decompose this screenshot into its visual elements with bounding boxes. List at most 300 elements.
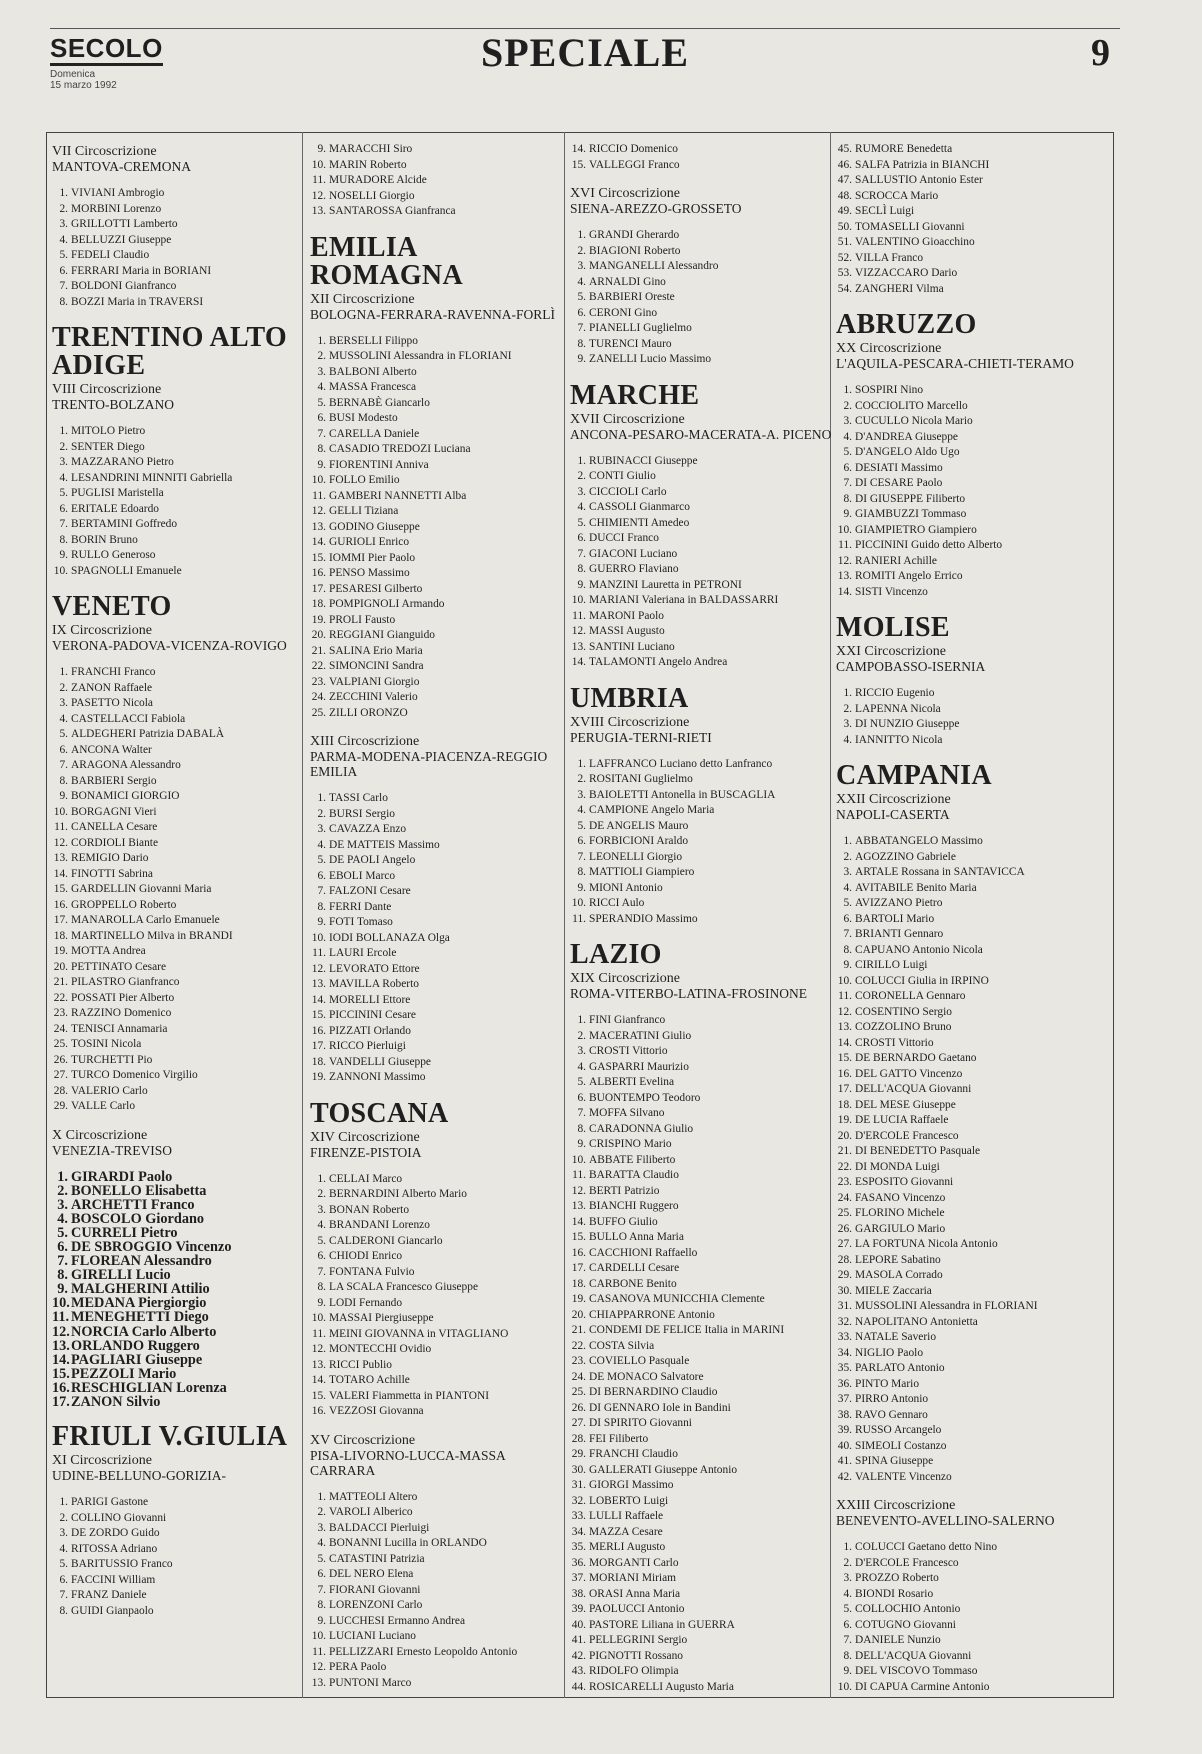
candidate-number: 6. — [59, 264, 68, 277]
candidate-name: BERSELLI Filippo — [329, 334, 418, 347]
candidate-list — [836, 834, 1108, 1485]
candidate-item — [52, 217, 302, 233]
candidate-number: 6. — [577, 1091, 586, 1104]
candidate-name: SOSPIRI Nino — [855, 384, 924, 396]
circoscrizione-title: XVII Circoscrizione — [570, 411, 685, 427]
candidate-name: GURIOLI Enrico — [329, 536, 410, 548]
candidate-name: PAGLIARI Giuseppe — [71, 1351, 203, 1368]
candidate-number: 20. — [837, 1129, 852, 1142]
candidate-item — [836, 1098, 1108, 1114]
candidate-number: 28. — [571, 1432, 586, 1445]
circoscrizione-block — [52, 324, 302, 579]
candidate-item — [52, 712, 302, 728]
candidate-name: SISTI Vincenzo — [855, 585, 928, 598]
candidate-name: FOLLO Emilio — [329, 474, 400, 486]
candidate-name: DI NUNZIO Giuseppe — [855, 718, 960, 730]
candidate-item — [570, 865, 832, 881]
candidate-item — [836, 1268, 1108, 1284]
candidate-name: GRANDI Gherardo — [589, 229, 680, 241]
candidate-name: ARAGONA Alessandro — [71, 759, 181, 771]
candidate-number: 7. — [317, 885, 326, 897]
candidate-item — [52, 264, 302, 280]
candidate-item — [570, 1509, 832, 1525]
candidate-number: 7. — [317, 1265, 326, 1278]
candidate-number: 3. — [577, 485, 586, 498]
candidate-name: VALENTINO Gioacchino — [855, 236, 975, 248]
candidate-name: LA FORTUNA Nicola Antonio — [855, 1238, 998, 1250]
candidate-item — [570, 1633, 832, 1649]
candidate-number: 13. — [311, 978, 326, 990]
candidate-item — [836, 1299, 1108, 1315]
candidate-item — [310, 915, 562, 931]
candidate-name: RESCHIGLIAN Lorenza — [71, 1379, 227, 1396]
candidate-number: 51. — [837, 236, 852, 248]
circoscrizione-title: XVI Circoscrizione — [570, 186, 681, 201]
candidate-item — [52, 1604, 302, 1620]
circoscrizione-block — [310, 231, 562, 722]
candidate-name: SCROCCA Mario — [855, 189, 939, 202]
candidate-item — [836, 569, 1108, 585]
candidate-name: MENEGHETTI Diego — [71, 1309, 209, 1326]
candidate-item — [570, 352, 832, 368]
constituency-area: PARMA-MODENA-PIACENZA-REGGIO EMILIA — [310, 749, 548, 779]
candidate-name: TENISCI Annamaria — [71, 1022, 168, 1035]
candidate-name: MATTEOLI Altero — [329, 1490, 418, 1503]
candidate-name: SALLUSTIO Antonio Ester — [855, 174, 983, 186]
candidate-name: CHIAPPARRONE Antonio — [589, 1308, 715, 1321]
candidate-name: DUCCI Franco — [589, 532, 659, 544]
candidate-name: FOTI Tomaso — [329, 916, 393, 928]
candidate-name: PINTO Mario — [855, 1377, 920, 1390]
candidate-item — [570, 1416, 832, 1432]
candidate-number: 49. — [837, 205, 852, 217]
candidate-name: GIAMPIETRO Giampiero — [855, 523, 977, 536]
candidate-name: PICCININI Cesare — [329, 1009, 416, 1021]
region-heading: MARCHE — [570, 379, 700, 411]
candidate-number: 1. — [843, 835, 852, 847]
candidate-name: RICCO Pierluigi — [329, 1040, 406, 1052]
candidate-item — [310, 1187, 562, 1203]
candidate-name: NIGLIO Paolo — [855, 1346, 924, 1359]
candidate-item — [570, 290, 832, 306]
candidate-name: RICCI Publio — [329, 1358, 392, 1371]
candidate-name: DEL MESE Giuseppe — [855, 1098, 956, 1111]
candidate-item — [52, 233, 302, 249]
candidate-item — [310, 189, 562, 205]
candidate-name: BOZZI Maria in TRAVERSI — [71, 295, 204, 308]
candidate-number: 8. — [577, 1122, 586, 1135]
candidate-name: BERTAMINI Goffredo — [71, 518, 178, 530]
candidate-number: 21. — [571, 1324, 586, 1336]
candidate-item — [836, 1470, 1108, 1486]
candidate-list — [52, 1170, 302, 1410]
candidate-name: RICCIO Eugenio — [855, 687, 935, 699]
candidate-name: RUSSO Arcangelo — [855, 1424, 942, 1436]
candidate-number: 53. — [837, 267, 852, 279]
masthead-rule — [50, 28, 1120, 29]
constituency-area: ANCONA-PESARO-MACERATA-A. PICENO — [570, 426, 832, 442]
candidate-number: 15. — [53, 883, 68, 895]
candidate-item — [310, 1536, 562, 1552]
candidate-item — [52, 820, 302, 836]
candidate-number: 14. — [53, 867, 68, 880]
candidate-item — [836, 1175, 1108, 1191]
candidate-item — [52, 440, 302, 456]
candidate-item — [836, 1571, 1108, 1587]
candidate-name: MAZZA Cesare — [589, 1525, 663, 1538]
candidate-number: 42. — [571, 1649, 586, 1662]
candidate-item — [310, 1070, 562, 1086]
candidate-name: VEZZOSI Giovanna — [329, 1405, 424, 1417]
candidate-number: 8. — [59, 774, 68, 787]
candidate-name: VIVIANI Ambrogio — [71, 187, 165, 199]
candidate-item — [570, 228, 832, 244]
region-heading: VENETO — [52, 591, 172, 622]
candidate-number: 52. — [837, 251, 852, 264]
candidate-name: DI CESARE Paolo — [855, 477, 943, 489]
candidate-number: 23. — [837, 1176, 852, 1188]
candidate-name: CASTELLACCI Fabiola — [71, 712, 186, 725]
candidate-number: 50. — [837, 220, 852, 233]
candidate-name: CALDERONI Giancarlo — [329, 1234, 443, 1247]
candidate-name: BARBIERI Sergio — [71, 774, 157, 787]
candidate-item — [310, 807, 562, 823]
candidate-name: GRILLOTTI Lamberto — [71, 218, 178, 230]
candidate-number: 13. — [53, 852, 68, 864]
candidate-name: BORIN Bruno — [71, 533, 138, 546]
candidate-list — [570, 142, 832, 173]
candidate-item — [570, 500, 832, 516]
candidate-item — [52, 1184, 302, 1198]
candidate-number: 2. — [317, 807, 326, 820]
candidate-name: LAPENNA Nicola — [855, 702, 941, 715]
candidate-number: 19. — [837, 1114, 852, 1126]
candidate-number: 9. — [57, 1281, 68, 1298]
candidate-number: 23. — [53, 1007, 68, 1019]
region-heading: LAZIO — [570, 939, 662, 970]
candidate-name: DELL'ACQUA Giovanni — [855, 1083, 972, 1095]
candidate-name: SPINA Giuseppe — [855, 1455, 934, 1467]
candidate-name: CRISPINO Mario — [589, 1138, 672, 1150]
candidate-number: 20. — [311, 629, 326, 641]
candidate-name: RUBINACCI Giuseppe — [589, 454, 698, 467]
candidate-number: 2. — [843, 850, 852, 863]
candidate-name: DI SPIRITO Giovanni — [589, 1417, 692, 1429]
candidate-number: 2. — [59, 681, 68, 694]
candidate-name: MURADORE Alcide — [329, 174, 427, 186]
candidate-item — [52, 1022, 302, 1038]
candidate-number: 35. — [837, 1362, 852, 1374]
candidate-name: DI BERNARDINO Claudio — [589, 1386, 718, 1398]
candidate-item — [570, 244, 832, 260]
candidate-name: DESIATI Massimo — [855, 461, 943, 474]
candidate-name: BAIOLETTI Antonella in BUSCAGLIA — [589, 788, 776, 801]
candidate-name: PEZZOLI Mario — [71, 1365, 177, 1382]
candidate-item — [570, 1215, 832, 1231]
candidate-item — [570, 1339, 832, 1355]
circoscrizione-title: XIV Circoscrizione — [310, 1129, 420, 1145]
candidate-item — [52, 882, 302, 898]
candidate-item — [52, 975, 302, 991]
candidate-item — [836, 554, 1108, 570]
candidate-number: 25. — [571, 1386, 586, 1398]
candidate-name: CERONI Gino — [589, 306, 658, 319]
constituency-area: BENEVENTO-AVELLINO-SALERNO — [836, 1513, 1055, 1528]
candidate-number: 6. — [843, 912, 852, 925]
candidate-item — [836, 1036, 1108, 1052]
candidate-item — [52, 1006, 302, 1022]
candidate-name: MORELLI Ettore — [329, 993, 411, 1006]
candidate-item — [310, 1024, 562, 1040]
candidate-name: PILASTRO Gianfranco — [71, 976, 180, 988]
candidate-number: 9. — [317, 1614, 326, 1627]
candidate-item — [570, 547, 832, 563]
candidate-name: LEPORE Sabatino — [855, 1253, 941, 1266]
candidate-number: 25. — [53, 1038, 68, 1050]
candidate-number: 9. — [317, 1296, 326, 1309]
constituency-area: PISA-LIVORNO-LUCCA-MASSA CARRARA — [310, 1447, 506, 1478]
candidate-number: 2. — [59, 202, 68, 215]
candidate-number: 2. — [843, 702, 852, 715]
candidate-name: CONTI Giulio — [589, 470, 656, 482]
candidate-number: 41. — [571, 1634, 586, 1646]
candidate-item — [52, 1367, 302, 1381]
candidate-item — [570, 1044, 832, 1060]
candidate-item — [570, 1370, 832, 1386]
candidate-item — [570, 1680, 832, 1693]
candidate-name: NATALE Saverio — [855, 1331, 937, 1343]
candidate-number: 31. — [571, 1479, 586, 1491]
candidate-number: 8. — [843, 943, 852, 956]
region-heading: FRIULI V.GIULIA — [52, 1421, 288, 1453]
candidate-item — [570, 1463, 832, 1479]
candidate-item — [570, 1432, 832, 1448]
candidate-item — [570, 531, 832, 547]
candidate-name: BUONTEMPO Teodoro — [589, 1091, 701, 1104]
candidate-name: BERNABÈ Giancarlo — [329, 396, 430, 409]
candidate-number: 16. — [311, 1405, 326, 1417]
candidate-name: DEL VISCOVO Tommaso — [855, 1665, 978, 1677]
candidate-item — [836, 1144, 1108, 1160]
candidate-number: 10. — [837, 1680, 852, 1692]
candidate-item — [570, 1075, 832, 1091]
candidate-name: VALERIO Carlo — [71, 1084, 148, 1097]
candidate-item — [52, 564, 302, 580]
candidate-list — [310, 791, 562, 1086]
candidate-number: 1. — [577, 454, 586, 467]
circoscrizione-block — [836, 1499, 1108, 1692]
candidate-item — [570, 834, 832, 850]
candidate-number: 11. — [312, 1645, 326, 1658]
candidate-item — [310, 489, 562, 505]
candidate-name: IODI BOLLANAZA Olga — [329, 931, 450, 944]
candidate-number: 30. — [837, 1284, 852, 1297]
candidate-name: CAMPIONE Angelo Maria — [589, 804, 715, 816]
candidate-item — [836, 686, 1108, 702]
candidate-item — [52, 295, 302, 311]
candidate-number: 15. — [571, 158, 586, 171]
candidate-item — [310, 442, 562, 458]
candidate-name: MUSSOLINI Alessandra in FLORIANI — [855, 1300, 1038, 1312]
candidate-name: DEL GATTO Vincenzo — [855, 1067, 963, 1080]
candidate-name: GIRARDI Paolo — [71, 1168, 173, 1185]
candidate-name: VANDELLI Giuseppe — [329, 1055, 431, 1068]
candidate-item — [836, 1556, 1108, 1572]
circoscrizione-block — [52, 145, 302, 310]
candidate-number: 14. — [837, 1036, 852, 1049]
candidate-number: 7. — [843, 928, 852, 940]
newspaper-logo: SECOLO — [50, 34, 163, 66]
candidate-name: GIORGI Massimo — [589, 1479, 674, 1491]
candidate-name: MASSI Augusto — [589, 625, 665, 637]
candidate-name: BONELLO Elisabetta — [71, 1182, 207, 1199]
candidate-number: 17. — [311, 1040, 326, 1052]
candidate-name: FINI Gianfranco — [589, 1014, 666, 1026]
candidate-name: PIGNOTTI Rossano — [589, 1649, 683, 1662]
candidate-name: SIMONCINI Sandra — [329, 660, 424, 672]
candidate-name: MITOLO Pietro — [71, 425, 146, 437]
candidate-number: 25. — [311, 706, 326, 719]
candidate-number: 9. — [577, 578, 586, 591]
candidate-item — [52, 424, 302, 440]
candidate-number: 12. — [52, 1323, 70, 1340]
candidate-name: DELL'ACQUA Giovanni — [855, 1649, 972, 1662]
candidate-name: MANZINI Lauretta in PETRONI — [589, 578, 742, 591]
candidate-item — [570, 757, 832, 773]
circoscrizione-block — [570, 682, 832, 928]
candidate-item — [570, 562, 832, 578]
candidate-item — [836, 1454, 1108, 1470]
candidate-name: GIACONI Luciano — [589, 547, 678, 560]
candidate-number: 34. — [837, 1346, 852, 1359]
candidate-name: PASETTO Nicola — [71, 697, 153, 709]
region-heading: TRENTINO ALTO ADIGE — [52, 322, 287, 381]
candidate-name: FIORANI Giovanni — [329, 1583, 421, 1596]
candidate-name: DE MATTEIS Massimo — [329, 838, 440, 851]
candidate-number: 3. — [843, 866, 852, 878]
candidate-name: GODINO Giuseppe — [329, 520, 420, 533]
candidate-number: 10. — [311, 474, 326, 486]
candidate-item — [570, 1122, 832, 1138]
candidate-item — [310, 884, 562, 900]
candidate-number: 13. — [311, 205, 326, 217]
candidate-item — [836, 1237, 1108, 1253]
candidate-name: MEINI GIOVANNA in VITAGLIANO — [329, 1327, 509, 1340]
candidate-name: MARACCHI Siro — [329, 143, 413, 155]
candidate-name: MIONI Antonio — [589, 881, 663, 894]
candidate-item — [836, 1346, 1108, 1362]
candidate-name: SANTAROSSA Gianfranca — [329, 205, 456, 217]
candidate-list — [836, 383, 1108, 600]
candidate-name: GAMBERI NANNETTI Alba — [329, 489, 467, 502]
candidate-item — [52, 743, 302, 759]
candidate-number: 9. — [59, 790, 68, 802]
candidate-number: 11. — [312, 174, 326, 186]
candidate-item — [52, 929, 302, 945]
constituency-area: SIENA-AREZZO-GROSSETO — [570, 201, 742, 216]
candidate-item — [570, 1556, 832, 1572]
candidate-name: MONTECCHI Ovidio — [329, 1343, 432, 1355]
candidate-name: ROMITI Angelo Errico — [855, 570, 963, 582]
candidate-name: CAVAZZA Enzo — [329, 823, 407, 835]
candidate-name: SIMEOLI Costanzo — [855, 1439, 947, 1452]
candidate-number: 5. — [843, 1603, 852, 1615]
candidate-name: COLLINO Giovanni — [71, 1511, 167, 1524]
candidate-item — [310, 1389, 562, 1405]
candidate-number: 15. — [52, 1365, 70, 1382]
circoscrizione-title: IX Circoscrizione — [52, 623, 152, 638]
candidate-number: 2. — [57, 1182, 68, 1199]
candidate-item — [310, 1614, 562, 1630]
circoscrizione-title: XXIII Circoscrizione — [836, 1498, 956, 1513]
candidate-number: 39. — [571, 1603, 586, 1615]
candidate-name: ZANGHERI Vilma — [855, 282, 944, 295]
candidate-name: BIANCHI Ruggero — [589, 1200, 679, 1212]
candidate-number: 24. — [571, 1370, 586, 1383]
candidate-name: MATTIOLI Giampiero — [589, 866, 695, 878]
circoscrizione-block — [52, 593, 302, 1115]
circoscrizione-block — [570, 187, 832, 368]
candidate-name: FLORINO Michele — [855, 1207, 945, 1219]
candidate-item — [52, 1353, 302, 1367]
candidate-name: MASSAI Piergiuseppe — [329, 1312, 434, 1324]
candidate-item — [570, 593, 832, 609]
candidate-number: 17. — [53, 914, 68, 926]
region-heading: TOSCANA — [310, 1097, 449, 1129]
candidate-list — [310, 1172, 562, 1420]
candidate-number: 31. — [837, 1300, 852, 1312]
candidate-number: 14. — [571, 143, 586, 155]
candidate-name: ARCHETTI Franco — [71, 1196, 195, 1213]
candidate-number: 3. — [59, 1527, 68, 1540]
candidate-number: 2. — [317, 1506, 326, 1518]
candidate-number: 12. — [837, 1005, 852, 1018]
candidate-name: NOSELLI Giorgio — [329, 189, 415, 202]
constituency-area: VERONA-PADOVA-VICENZA-ROVIGO — [52, 638, 287, 653]
candidate-name: LA SCALA Francesco Giuseppe — [329, 1281, 479, 1293]
candidate-name: ALDEGHERI Patrizia DABALÀ — [71, 728, 225, 740]
circoscrizione-block — [836, 311, 1108, 600]
candidate-name: CORONELLA Gennaro — [855, 990, 966, 1002]
candidate-list — [310, 334, 562, 722]
candidate-item — [52, 455, 302, 471]
candidate-number: 8. — [317, 443, 326, 455]
candidate-name: BONAN Roberto — [329, 1203, 410, 1216]
candidate-item — [836, 717, 1108, 733]
candidate-name: CHIODI Enrico — [329, 1250, 403, 1262]
candidate-name: VAROLI Alberico — [329, 1506, 413, 1518]
candidate-number: 13. — [837, 570, 852, 582]
candidate-item — [52, 1037, 302, 1053]
candidate-item — [570, 454, 832, 470]
candidate-item — [570, 1168, 832, 1184]
candidate-number: 23. — [571, 1355, 586, 1367]
candidate-number: 9. — [59, 549, 68, 561]
candidate-name: GROPPELLO Roberto — [71, 898, 177, 911]
candidate-name: CROSTI Vittorio — [855, 1036, 934, 1049]
candidate-item — [570, 1385, 832, 1401]
candidate-name: DE BERNARDO Gaetano — [855, 1052, 977, 1064]
candidate-list — [570, 757, 832, 928]
candidate-number: 1. — [59, 187, 68, 199]
candidate-name: DI GENNARO Iole in Bandini — [589, 1401, 731, 1414]
candidate-name: RICCI Aulo — [589, 897, 645, 909]
candidate-number: 4. — [59, 712, 68, 725]
candidate-item — [836, 1392, 1108, 1408]
candidate-number: 18. — [311, 1055, 326, 1068]
candidate-item — [570, 158, 832, 174]
candidate-item — [310, 1404, 562, 1420]
